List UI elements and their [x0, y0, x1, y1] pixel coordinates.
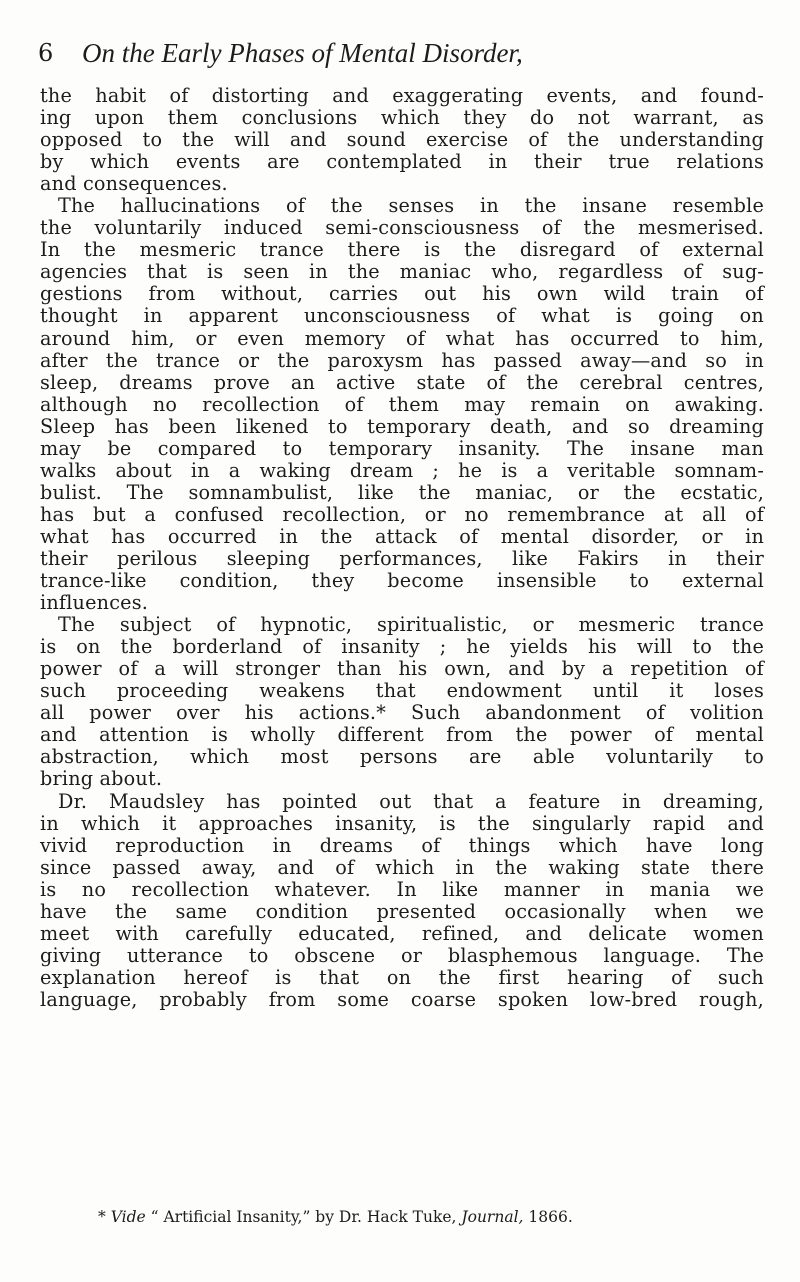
- text-line: bulist. The somnambulist, like the maniac, or the ecstatic,: [40, 480, 764, 504]
- running-head: [38, 36, 760, 70]
- body-text: [40, 85, 764, 1011]
- text-line: although no recollection of them may remain on awaking.: [40, 392, 764, 416]
- text-line: influences.: [40, 591, 149, 615]
- text-line: The subject of hypnotic, spiritualistic, or mesmeric trance: [58, 613, 764, 637]
- text-line: all power over his actions.* Such abandonment of volition: [40, 701, 764, 725]
- running-title: On the Early Phases of Mental Disorder,: [82, 38, 523, 68]
- text-line: is no recollection whatever. In like manner in mania we: [40, 877, 764, 901]
- footnote-citation: “ Artificial Insanity,” by Dr. Hack Tuke,: [150, 1208, 457, 1226]
- text-line: is on the borderland of insanity ; he yields his will to the: [40, 635, 764, 659]
- text-line: after the trance or the paroxysm has passed away—and so in: [40, 348, 764, 372]
- text-line: Dr. Maudsley has pointed out that a feature in dreaming,: [58, 789, 764, 813]
- text-line: may be compared to temporary insanity. The insane man: [40, 436, 764, 460]
- page-number: 6: [38, 39, 54, 67]
- text-line: since passed away, and of which in the waking state there: [40, 855, 764, 879]
- text-line: walks about in a waking dream ; he is a veritable somnam-: [40, 458, 764, 482]
- text-line: and consequences.: [40, 172, 228, 196]
- footnote: [98, 1207, 573, 1227]
- text-line: meet with carefully educated, refined, and delicate women: [40, 921, 764, 945]
- text-line: and attention is wholly different from the power of mental: [40, 723, 764, 747]
- text-line: by which events are contemplated in their true relations: [40, 150, 764, 174]
- text-line: their perilous sleeping performances, like Fakirs in their: [40, 546, 764, 570]
- footnote-journal: Journal,: [461, 1208, 524, 1226]
- text-line: power of a will stronger than his own, and by a repetition of: [40, 657, 764, 681]
- text-line: giving utterance to obscene or blasphemous language. The: [40, 943, 764, 967]
- footnote-year: 1866.: [528, 1208, 573, 1226]
- text-line: opposed to the will and sound exercise of the understanding: [40, 128, 764, 152]
- text-line: has but a confused recollection, or no remembrance at all of: [40, 502, 764, 526]
- text-line: around him, or even memory of what has occurred to him,: [40, 326, 764, 350]
- text-line: explanation hereof is that on the first hearing of such: [40, 965, 764, 989]
- footnote-vide: Vide: [110, 1208, 146, 1226]
- text-line: vivid reproduction in dreams of things which have long: [40, 833, 764, 857]
- text-line: abstraction, which most persons are able voluntarily to: [40, 745, 764, 769]
- text-line: The hallucinations of the senses in the insane resemble: [58, 194, 764, 218]
- text-line: language, probably from some coarse spoken low-bred rough,: [40, 987, 764, 1011]
- text-line: ing upon them conclusions which they do not warrant, as: [40, 106, 764, 130]
- footnote-marker: *: [98, 1208, 106, 1226]
- text-line: trance-like condition, they become insensible to external: [40, 569, 764, 593]
- text-line: what has occurred in the attack of mental disorder, or in: [40, 524, 764, 548]
- text-line: bring about.: [40, 767, 163, 791]
- text-line: Sleep has been likened to temporary death, and so dreaming: [40, 414, 764, 438]
- text-line: in which it approaches insanity, is the singularly rapid and: [40, 811, 764, 835]
- text-line: the voluntarily induced semi-consciousness of the mesmerised.: [40, 216, 764, 240]
- text-line: gestions from without, carries out his own wild train of: [40, 282, 764, 306]
- text-line: have the same condition presented occasionally when we: [40, 899, 764, 923]
- text-line: thought in apparent unconsciousness of what is going on: [40, 304, 764, 328]
- text-line: sleep, dreams prove an active state of the cerebral centres,: [40, 370, 764, 394]
- text-line: In the mesmeric trance there is the disregard of external: [40, 238, 764, 262]
- text-line: agencies that is seen in the maniac who, regardless of sug-: [40, 260, 764, 284]
- text-line: such proceeding weakens that endowment until it loses: [40, 679, 764, 703]
- text-line: the habit of distorting and exaggerating events, and found-: [40, 84, 764, 107]
